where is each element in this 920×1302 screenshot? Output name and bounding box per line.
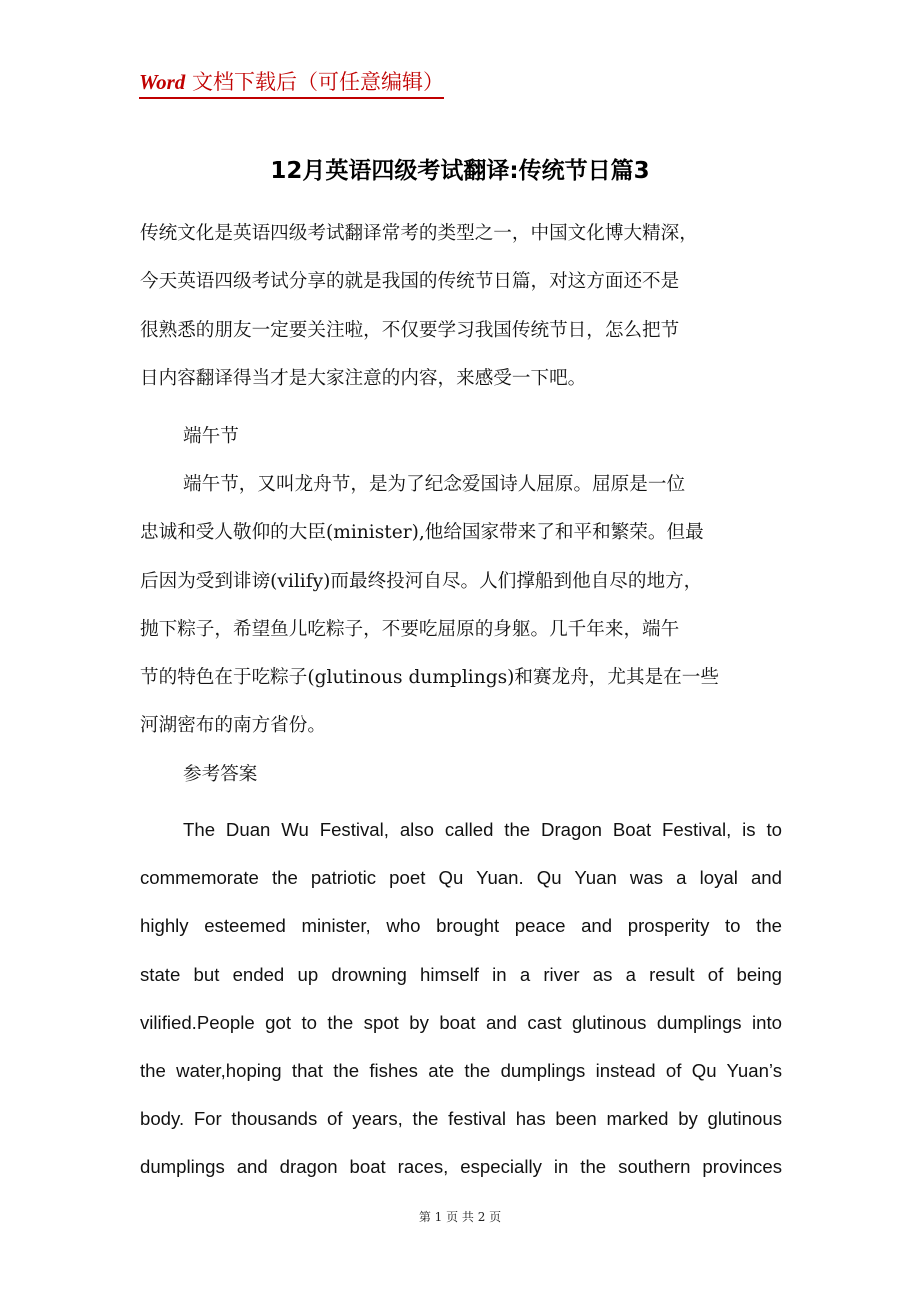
chinese-passage bbox=[140, 461, 782, 751]
header-text: 文档下载后（可任意编辑） bbox=[185, 70, 444, 94]
page-number-footer: 第 1 页 共 2 页 bbox=[418, 1210, 502, 1224]
english-passage-line: state but ended up drowning himself in a river as a result of being bbox=[140, 963, 782, 985]
chinese-passage-line: 忠诚和受人敬仰的大臣(minister),他给国家带来了和平和繁荣。但最 bbox=[140, 522, 704, 544]
section-heading-block bbox=[140, 413, 782, 461]
english-passage-line: The Duan Wu Festival, also called the Dragon Boat Festival, is to bbox=[183, 819, 782, 840]
intro-line: 今天英语四级考试分享的就是我国的传统节日篇，对这方面还不是 bbox=[140, 271, 680, 293]
header-word-label: Word bbox=[139, 70, 186, 94]
english-passage-line: commemorate the patriotic poet Qu Yuan. Qu Yuan was a loyal and bbox=[140, 867, 782, 889]
english-passage-line: dumplings and dragon boat races, especially in the southern provinces bbox=[140, 1156, 782, 1178]
intro-line: 很熟悉的朋友一定要关注啦，不仅要学习我国传统节日，怎么把节 bbox=[140, 319, 680, 341]
english-passage bbox=[140, 806, 782, 1192]
page-title: 12月英语四级考试翻译:传统节日篇3 bbox=[270, 158, 650, 184]
intro-paragraph bbox=[140, 210, 782, 403]
english-passage-line: the water,hoping that the fishes ate the dumplings instead of Qu Yuan’s bbox=[140, 1060, 782, 1082]
chinese-passage-line: 河湖密布的南方省份。 bbox=[140, 715, 326, 737]
intro-line: 日内容翻译得当才是大家注意的内容，来感受一下吧。 bbox=[140, 367, 587, 389]
answer-heading: 参考答案 bbox=[183, 764, 258, 785]
chinese-passage-line: 抛下粽子，希望鱼儿吃粽子，不要吃屈原的身躯。几千年来，端午 bbox=[140, 618, 680, 640]
english-passage-line: body. For thousands of years, the festival has been marked by glutinous bbox=[140, 1108, 782, 1130]
chinese-passage-line: 端午节，又叫龙舟节，是为了纪念爱国诗人屈原。屈原是一位 bbox=[183, 474, 686, 495]
chinese-passage-line: 节的特色在于吃粽子(glutinous dumplings)和赛龙舟，尤其是在一些 bbox=[140, 667, 719, 689]
chinese-passage-line: 后因为受到诽谤(vilify)而最终投河自尽。人们撑船到他自尽的地方， bbox=[140, 570, 703, 592]
download-editable-header bbox=[139, 66, 444, 99]
english-passage-line: highly esteemed minister, who brought peace and prosperity to the bbox=[140, 915, 782, 937]
section-heading: 端午节 bbox=[183, 426, 239, 447]
english-passage-line: vilified.People got to the spot by boat and cast glutinous dumplings into bbox=[140, 1011, 782, 1033]
intro-line: 传统文化是英语四级考试翻译常考的类型之一，中国文化博大精深， bbox=[140, 223, 698, 244]
answer-heading-block bbox=[140, 751, 782, 799]
